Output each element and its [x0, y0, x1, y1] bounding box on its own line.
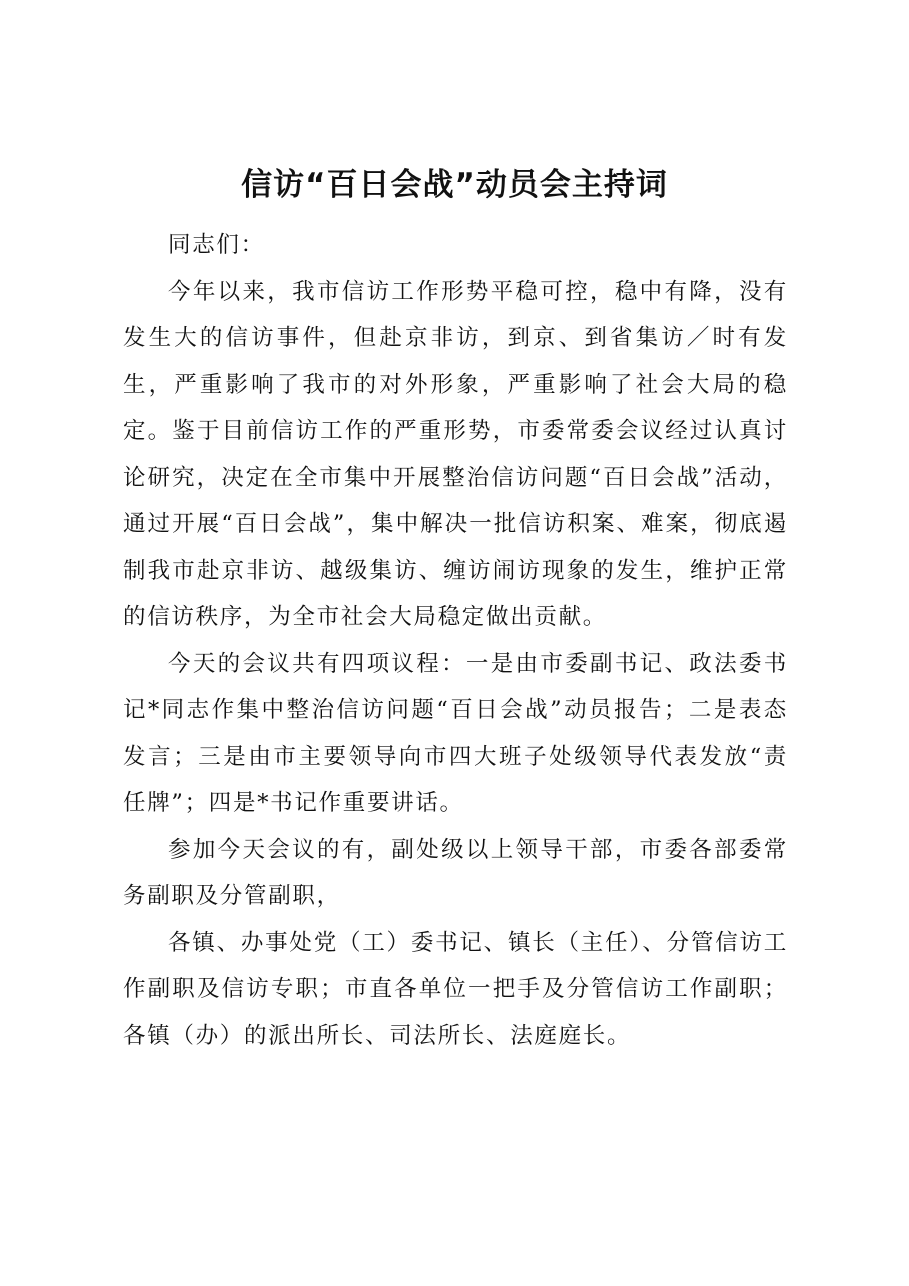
attendees-detail-paragraph: 各镇、办事处党（工）委书记、镇长（主任）、分管信访工作副职及信访专职；市直各单位一把手及分管信访工作副职；各镇（办）的派出所长、司法所长、法庭庭长。	[123, 929, 788, 1049]
salutation-paragraph: 同志们：	[168, 232, 265, 258]
document-body	[123, 222, 788, 1059]
document-title: 信访“百日会战”动员会主持词	[241, 167, 668, 203]
attendees-paragraph: 参加今天会议的有，副处级以上领导干部，市委各部委常务副职及分管副职，	[123, 836, 788, 909]
background-paragraph: 今年以来，我市信访工作形势平稳可控，稳中有降，没有发生大的信访事件，但赴京非访，到京、到省集访／时有发生，严重影响了我市的对外形象，严重影响了社会大局的稳定。鉴于目前信访工作的严重形势，市委常委会议经过认真讨论研究，决定在全市集中开展整治信访问题“百日会战”活动，通过开展“百日会战”，集中解决一批信访积案、难案，彻底遏制我市赴京非访、越级集访、缠访闹访现象的发生，维护正常的信访秩序，为全市社会大局稳定做出贡献。	[123, 278, 788, 630]
agenda-paragraph: 今天的会议共有四项议程：一是由市委副书记、政法委书记*同志作集中整治信访问题“百日会战”动员报告；二是表态发言；三是由市主要领导向市四大班子处级领导代表发放“责任牌”；四是*书记作重要讲话。	[123, 650, 788, 816]
